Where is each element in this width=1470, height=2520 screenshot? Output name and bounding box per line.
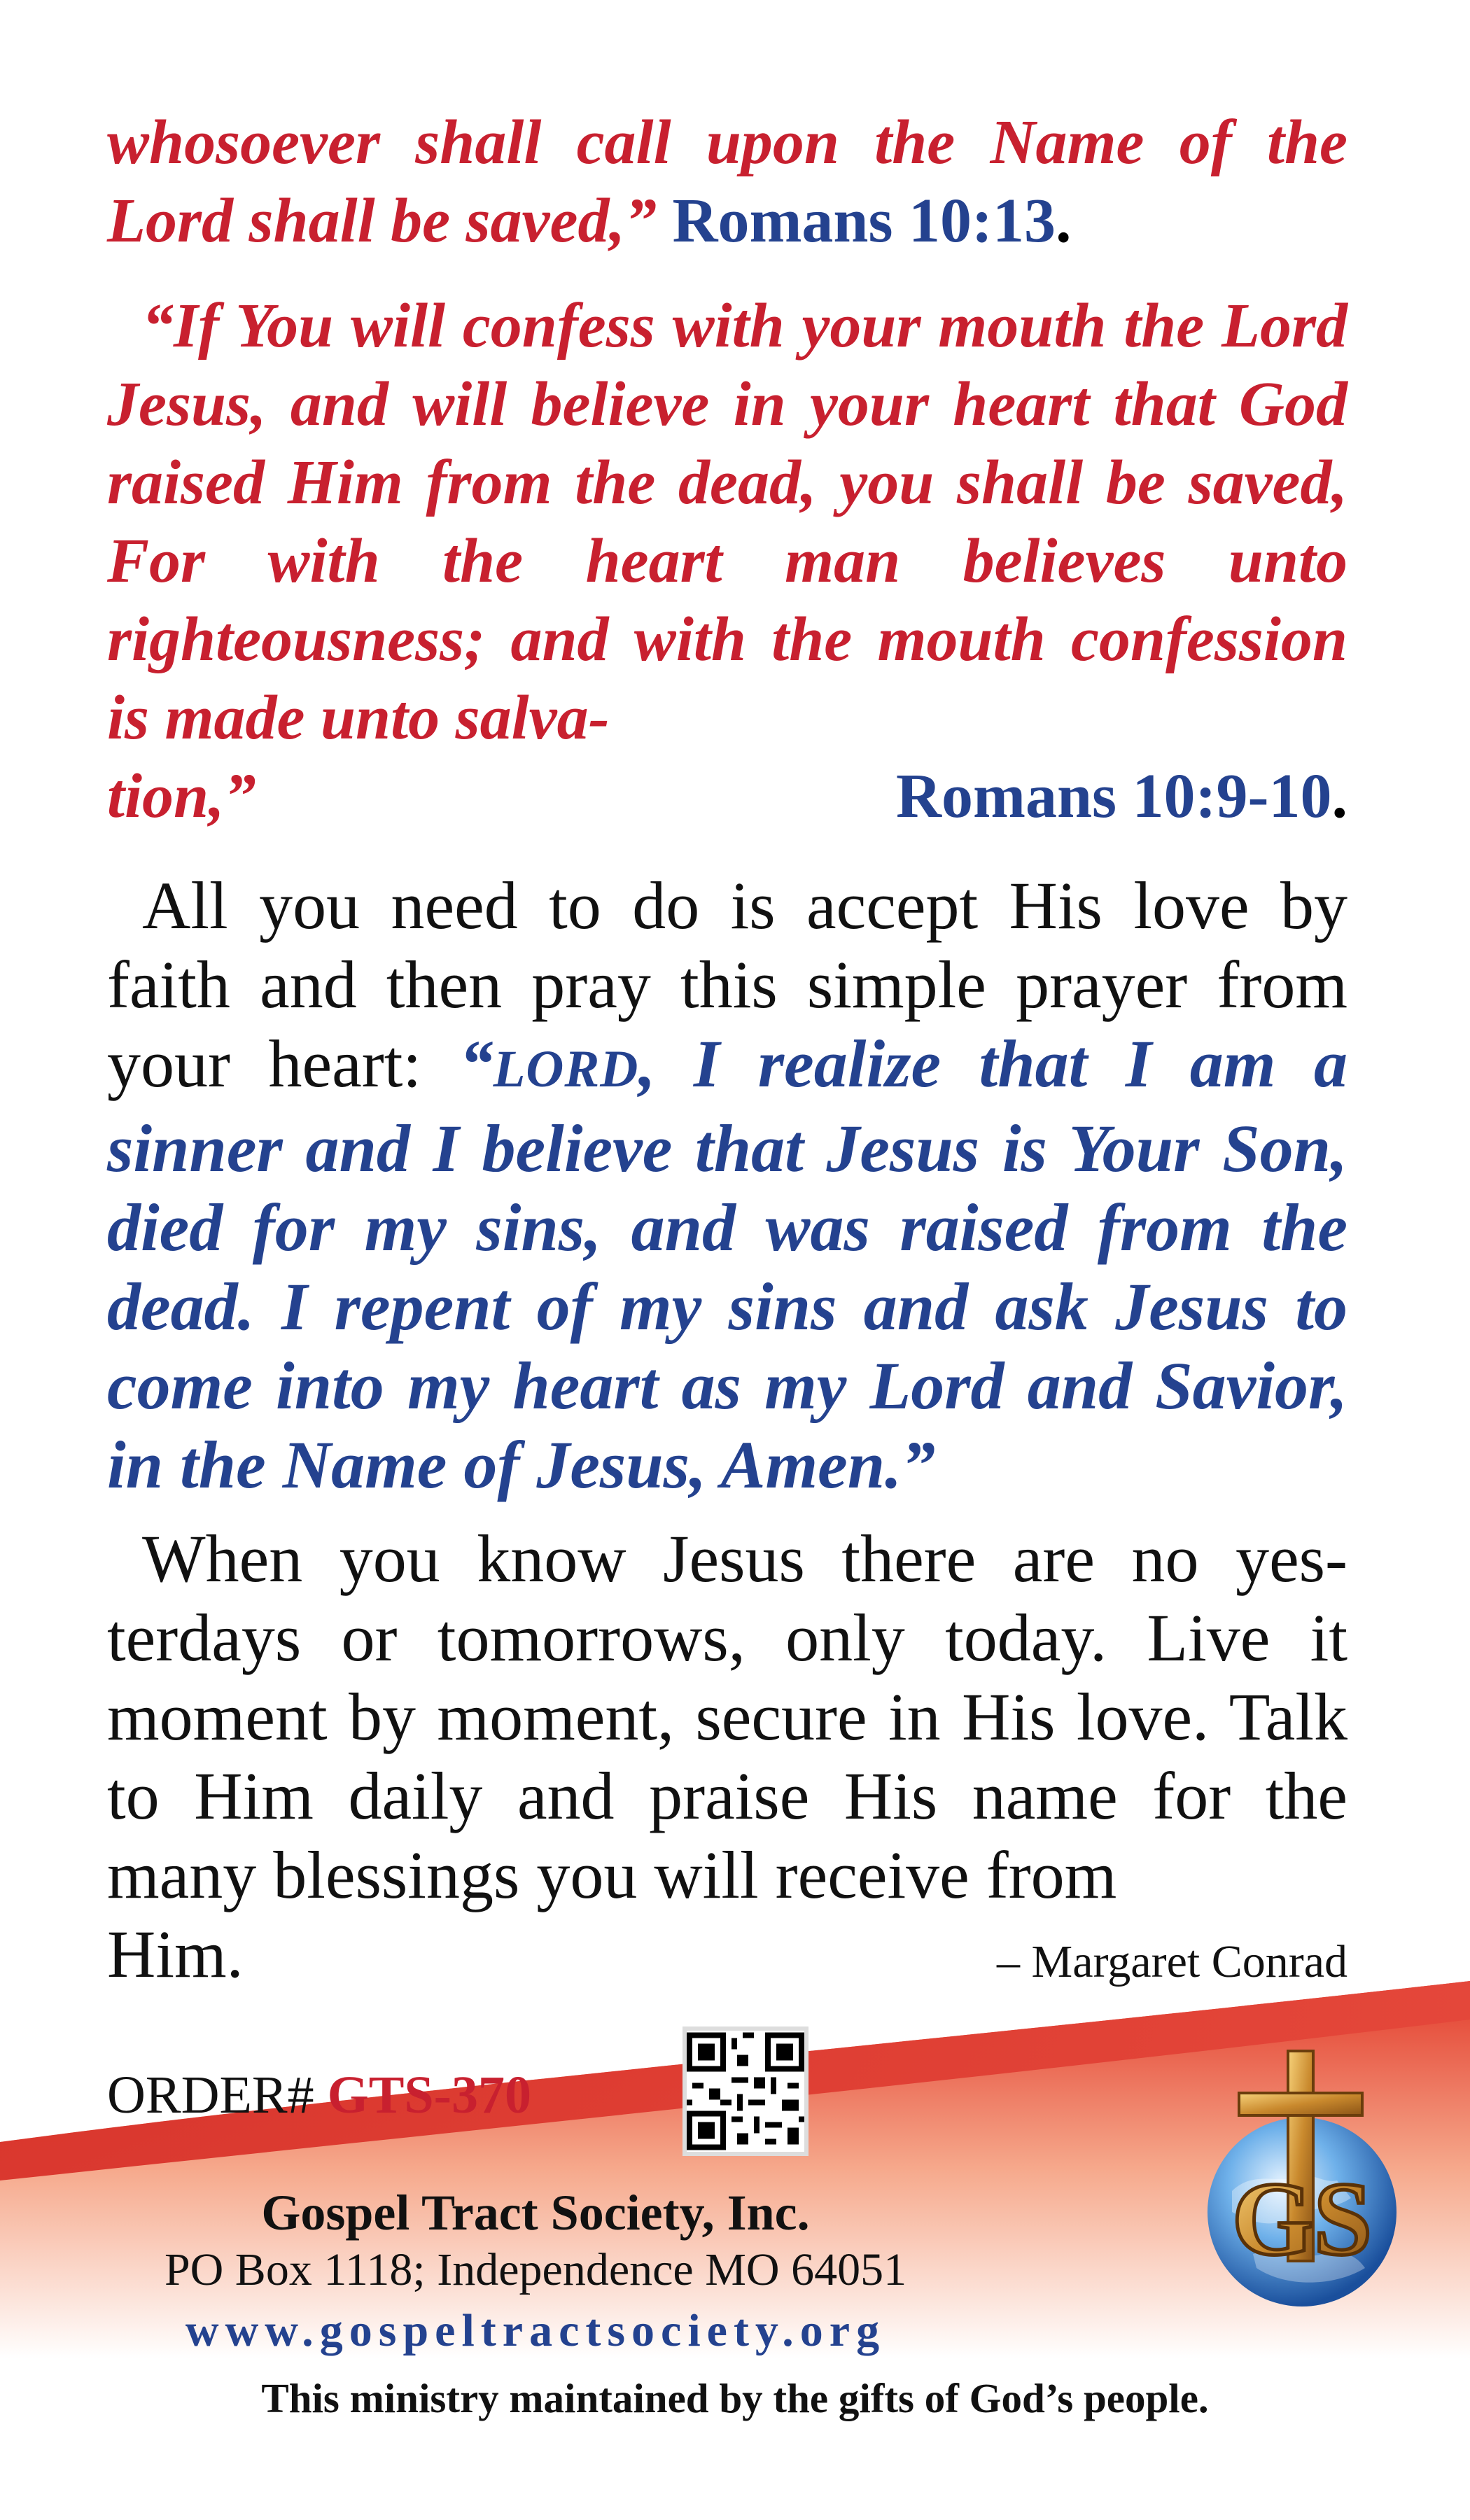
- prayer-lord: [493, 1040, 639, 1098]
- prayer-paragraph: [107, 866, 1348, 1504]
- verse-last-word: tion,”: [107, 762, 256, 831]
- qr-code[interactable]: [682, 2026, 808, 2156]
- verse-end: .: [1331, 762, 1348, 831]
- verse-romans-10-13: [107, 104, 1348, 260]
- order-number: [107, 2065, 531, 2126]
- prayer-text: , I realize that I am a sinner and I believe that Jesus is Your Son, died for my sins, and was raised from the dead. I repent of my sins and ask Jesus to come into my heart as my Lord and Savior, in the Name of Jesus, Amen.”: [107, 1026, 1348, 1502]
- verse-text: whosoever shall call upon the Name of the Lord shall be saved,”: [107, 108, 1348, 255]
- verse-reference: Romans 10:9-10: [896, 762, 1332, 831]
- verse-romans-10-9-10: [107, 287, 1348, 836]
- verse-reference: Romans 10:13: [672, 186, 1056, 255]
- verse-text: “If You will confess with your mouth the Lord Jesus, and will believe in your heart that God raised Him from the dead, you shall be saved, For with the heart man believes unto righteousness; and with the mouth confession is made unto salva-: [107, 291, 1348, 752]
- verse-last-line: [107, 757, 1348, 836]
- org-name: Gospel Tract Society, Inc.: [261, 2185, 810, 2241]
- logo-text: GS: [1231, 2161, 1373, 2277]
- org-website[interactable]: www.gospeltractsociety.org: [185, 2305, 886, 2356]
- prayer-intro: All you need to do is accept His love by faith and then pray this simple prayer from your heart:: [107, 868, 1348, 1101]
- order-code: GTS-370: [327, 2066, 531, 2124]
- prayer-lord-text: LORD: [493, 1040, 639, 1098]
- verse-end: .: [1055, 186, 1072, 255]
- ministry-note: This ministry maintained by the gifts of God’s people.: [261, 2375, 1209, 2421]
- qr-code-icon: [687, 2031, 804, 2152]
- closing-text: When you know Jesus there are no yesterdays or tomorrows, only today. Live it moment by moment, secure in His love. Talk to Him daily and praise His name for the many blessings you will receive from: [107, 1521, 1348, 1912]
- closing-last-word: Him.: [107, 1917, 244, 1991]
- gts-logo-icon: [1190, 2044, 1414, 2310]
- closing-paragraph: [107, 1519, 1348, 2001]
- org-address: PO Box 1118; Independence MO 64051: [164, 2244, 907, 2295]
- signature: – Margaret Conrad: [997, 1936, 1348, 1987]
- order-label: ORDER#: [107, 2066, 314, 2124]
- prayer-open-quote: “: [459, 1026, 493, 1101]
